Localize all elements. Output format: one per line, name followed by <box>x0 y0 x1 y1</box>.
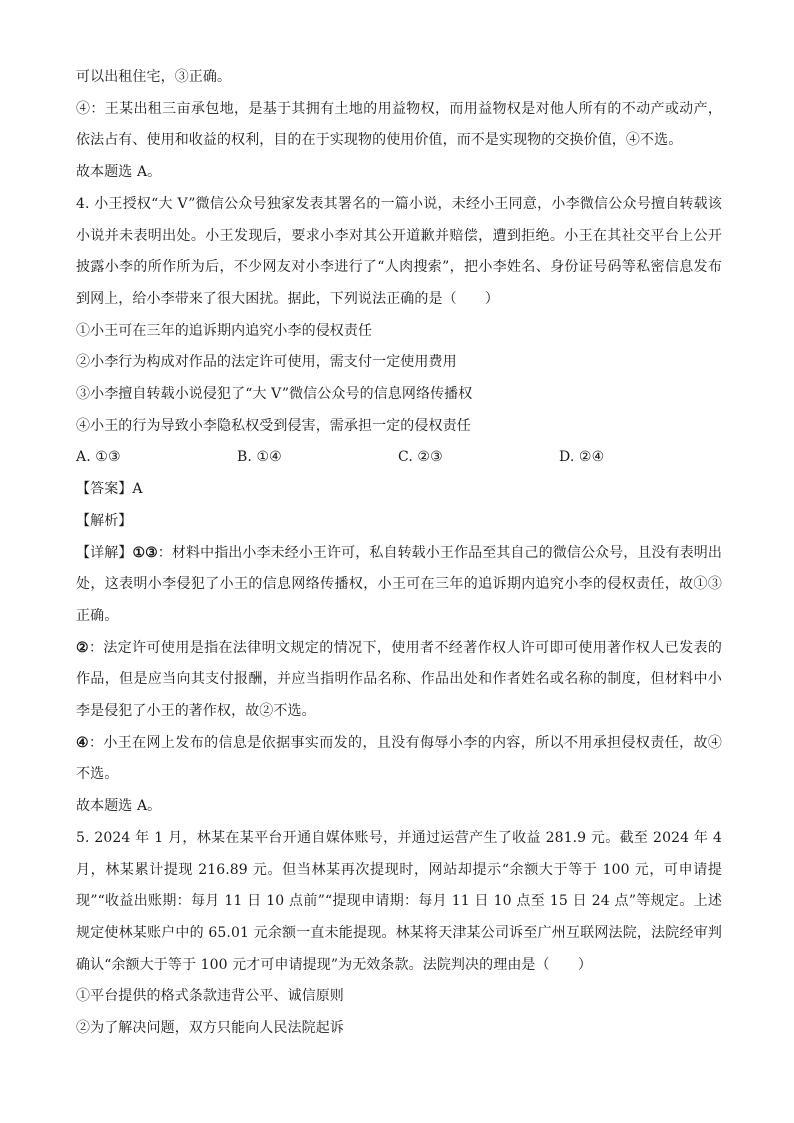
detail-marker: ①③ <box>132 544 158 561</box>
detail-paragraph <box>76 538 722 633</box>
question-4-statement: ②小李行为构成对作品的法定许可使用，需支付一定使用费用 <box>76 354 457 371</box>
question-4-conclusion: 故本题选 A。 <box>76 798 162 815</box>
option-a: A. ①③ <box>76 449 121 466</box>
answer-value: A <box>132 481 143 498</box>
paragraph: 可以出租住宅，③正确。 <box>76 69 232 85</box>
paragraph: ④：王某出租三亩承包地，是基于其拥有土地的用益物权，而用益物权是对他人所有的不动产或动产，依法占有、使用和收益的权利，目的在于实现物的使用价值，而不是实现物的交换价值，④不选。 <box>76 100 722 149</box>
analysis-label: 【解析】 <box>76 512 133 529</box>
option-c: C. ②③ <box>398 449 443 466</box>
question-5-statement: ①平台提供的格式条款违背公平、诚信原则 <box>76 988 344 1005</box>
detail-point-4 <box>76 728 722 791</box>
detail-label: 【详解】 <box>76 544 133 561</box>
question-4-statement: ④小王的行为导致小李隐私权受到侵害，需承担一定的侵权责任 <box>76 417 471 434</box>
detail-text: ：材料中指出小李未经小王许可，私自转载小王作品至其自己的微信公众号，且没有表明出处，这表明小李侵犯了小王的信息网络传播权，小王可在三年的追诉期内追究小李的侵权责任，故①③正确。 <box>76 544 723 624</box>
question-5-statement: ②为了解决问题，双方只能向人民法院起诉 <box>76 1020 344 1037</box>
point-4-text: ：小王在网上发布的信息是依据事实而发的，且没有侮辱小李的内容，所以不用承担侵权责任，故④不选。 <box>76 734 722 783</box>
point-4-marker: ④ <box>76 734 89 751</box>
document-page <box>76 62 722 1045</box>
question-4-statement: ①小王可在三年的追诉期内追究小李的侵权责任 <box>76 322 373 339</box>
point-2-text: ：法定许可使用是指在法律明文规定的情况下，使用者不经著作权人许可即可使用著作权人已发表的作品，但是应当向其支付报酬，并应当指明作品名称、作品出处和作者姓名或名称的制度，但材料中小李是侵犯了小王的著作权，故②不选。 <box>76 639 722 720</box>
question-4-options <box>76 442 722 474</box>
option-b: B. ①④ <box>237 449 282 466</box>
option-d: D. ②④ <box>559 449 605 466</box>
answer-line <box>76 474 722 506</box>
paragraph: 故本题选 A。 <box>76 164 162 181</box>
question-5-stem: 5. 2024 年 1 月，林某在某平台开通自媒体账号，并通过运营产生了收益 281.9 元。截至 2024 年 4 月，林某累计提现 216.89 元。但当林某再次提现时，网站却提示“余额大于等于 100 元，可申请提现”“收益出账期：每月 11 日 10 点前”“提现申请期：每月 11 日 10 点至 15 日 24 点”等规定。上述规定使林某账户中的 65.01 元余额一直未能提现。林某将天津某公司诉至广州互联网法院，法院经审判确认“余额大于等于 100 元才可申请提现”为无效条款。法院判决的理由是（ ） <box>76 829 722 973</box>
detail-point-2 <box>76 633 722 728</box>
question-4-stem: 4. 小王授权“大 V”微信公众号独家发表其署名的一篇小说，未经小王同意，小李微信公众号擅自转载该小说并未表明出处。小王发现后，要求小李对其公开道歉并赔偿，遭到拒绝。小王在其社交平台上公开披露小李的所作所为后，不少网友对小李进行了“人肉搜索”，把小李姓名、身份证号码等私密信息发布到网上，给小李带来了很大困扰。据此，下列说法正确的是（ ） <box>76 195 722 307</box>
point-2-marker: ② <box>76 639 89 656</box>
question-4-statement: ③小李擅自转载小说侵犯了“大 V”微信公众号的信息网络传播权 <box>76 386 473 403</box>
answer-label: 【答案】 <box>76 481 133 498</box>
